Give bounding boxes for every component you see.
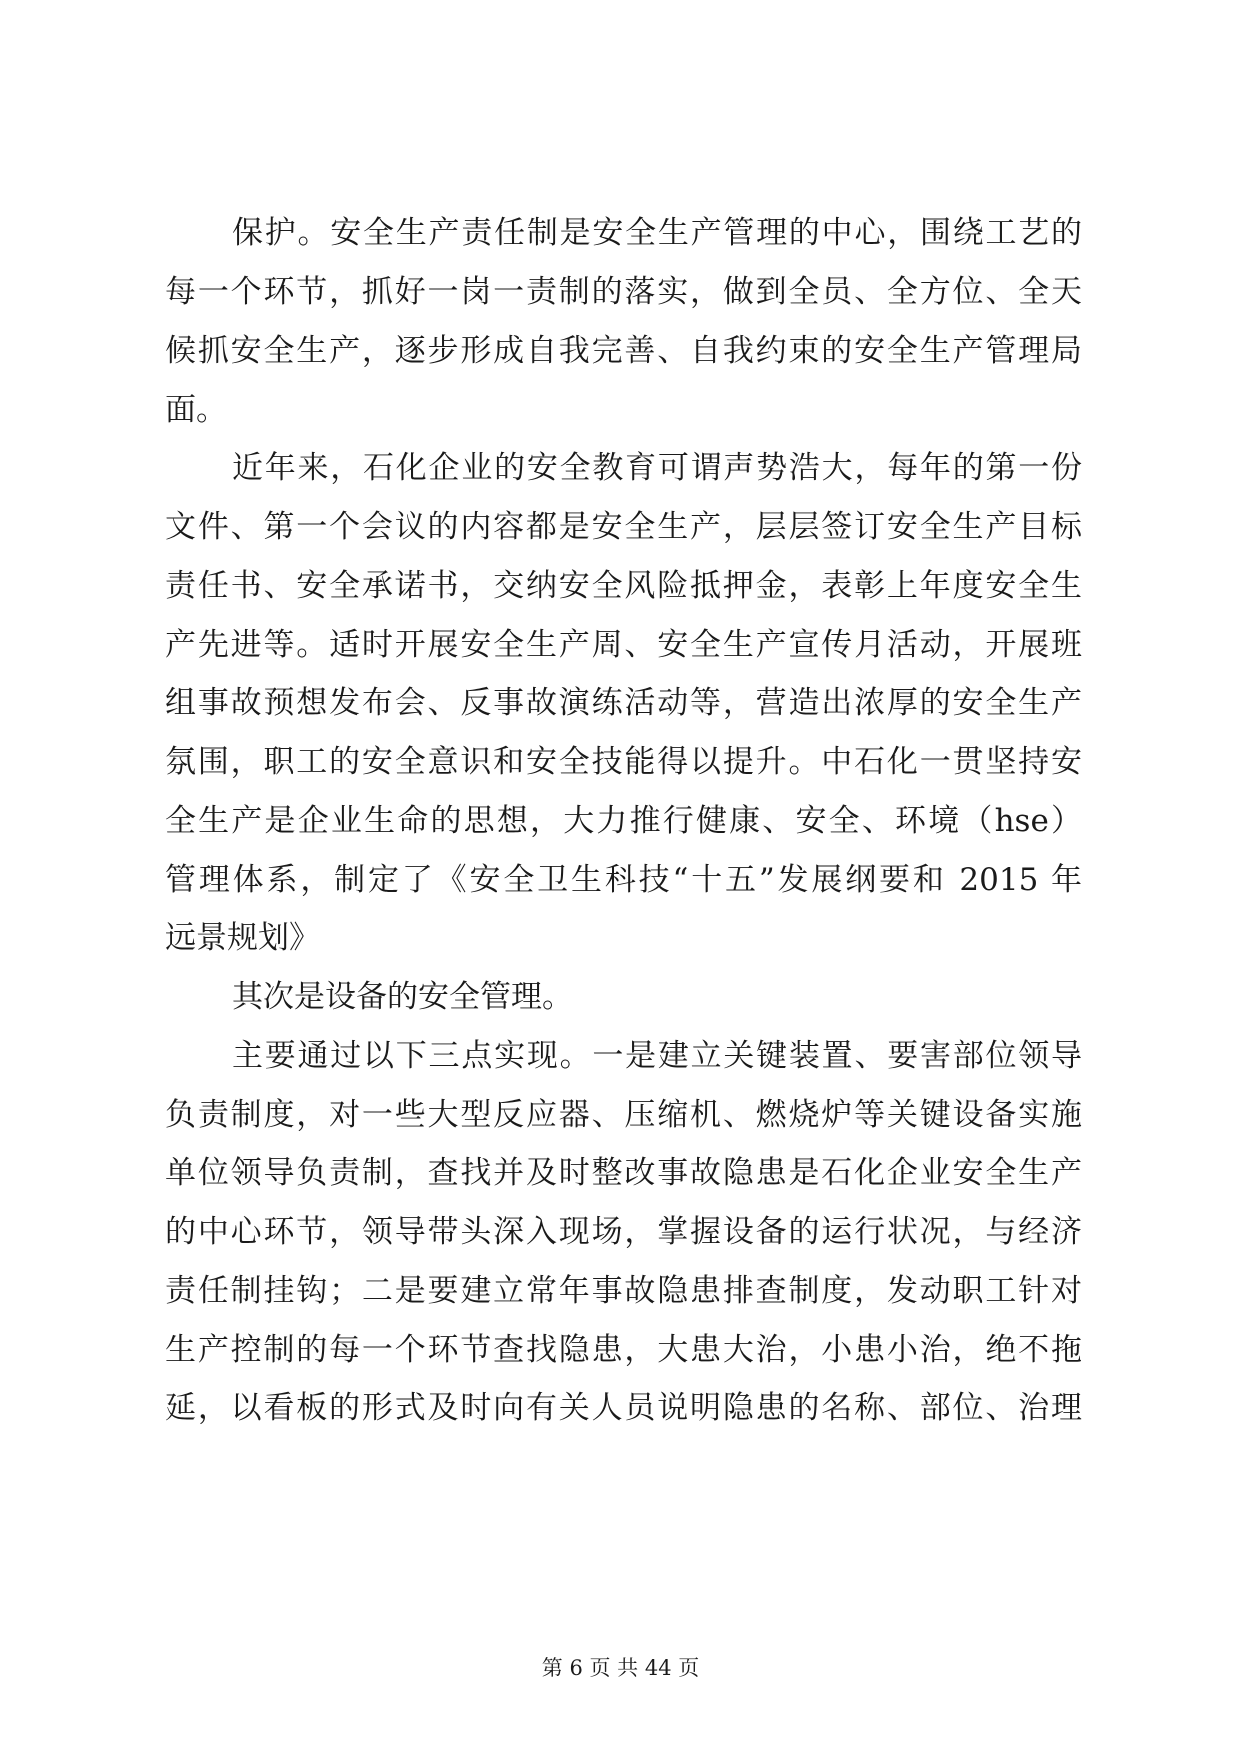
paragraph-1-line-1: 保护。安全生产责任制是安全生产管理的中心，围绕工艺的 [232, 215, 1082, 251]
paragraph-4-line-1: 主要通过以下三点实现。一是建立关键装置、要害部位领导 [232, 1038, 1082, 1074]
paragraph-4-line-6: 生产控制的每一个环节查找隐患，大患大治，小患小治，绝不拖 [165, 1332, 1082, 1368]
paragraph-1-line-3: 候抓安全生产，逐步形成自我完善、自我约束的安全生产管理局 [165, 333, 1082, 369]
paragraph-2-line-5: 组事故预想发布会、反事故演练活动等，营造出浓厚的安全生产 [165, 685, 1082, 721]
page-footer [0, 1653, 1241, 1683]
paragraph-4-line-5: 责任制挂钩；二是要建立常年事故隐患排查制度，发动职工针对 [165, 1273, 1082, 1309]
paragraph-2-line-3: 责任书、安全承诺书，交纳安全风险抵押金，表彰上年度安全生 [165, 568, 1082, 604]
paragraph-1-line-4: 面。 [165, 392, 227, 428]
paragraph-4-line-2: 负责制度，对一些大型反应器、压缩机、燃烧炉等关键设备实施 [165, 1097, 1082, 1133]
paragraph-1-line-2: 每一个环节，抓好一岗一责制的落实，做到全员、全方位、全天 [165, 274, 1082, 310]
paragraph-4-line-4: 的中心环节，领导带头深入现场，掌握设备的运行状况，与经济 [165, 1214, 1082, 1250]
paragraph-2-line-1: 近年来，石化企业的安全教育可谓声势浩大，每年的第一份 [232, 450, 1082, 486]
paragraph-2-line-8: 管理体系，制定了《安全卫生科技“十五”发展纲要和 2015 年 [165, 862, 1082, 898]
page-number: 第 6 页 共 44 页 [541, 1656, 700, 1680]
paragraph-2-line-6: 氛围，职工的安全意识和安全技能得以提升。中石化一贯坚持安 [165, 744, 1082, 780]
paragraph-2-line-2: 文件、第一个会议的内容都是安全生产，层层签订安全生产目标 [165, 509, 1082, 545]
paragraph-4-line-7: 延，以看板的形式及时向有关人员说明隐患的名称、部位、治理 [165, 1390, 1082, 1426]
paragraph-2-line-7: 全生产是企业生命的思想，大力推行健康、安全、环境（hse） [165, 803, 1082, 839]
paragraph-2-line-4: 产先进等。适时开展安全生产周、安全生产宣传月活动，开展班 [165, 627, 1082, 663]
paragraph-2-line-9: 远景规划》 [165, 920, 320, 956]
paragraph-3-line-1: 其次是设备的安全管理。 [232, 979, 573, 1015]
paragraph-4-line-3: 单位领导负责制，查找并及时整改事故隐患是石化企业安全生产 [165, 1155, 1082, 1191]
